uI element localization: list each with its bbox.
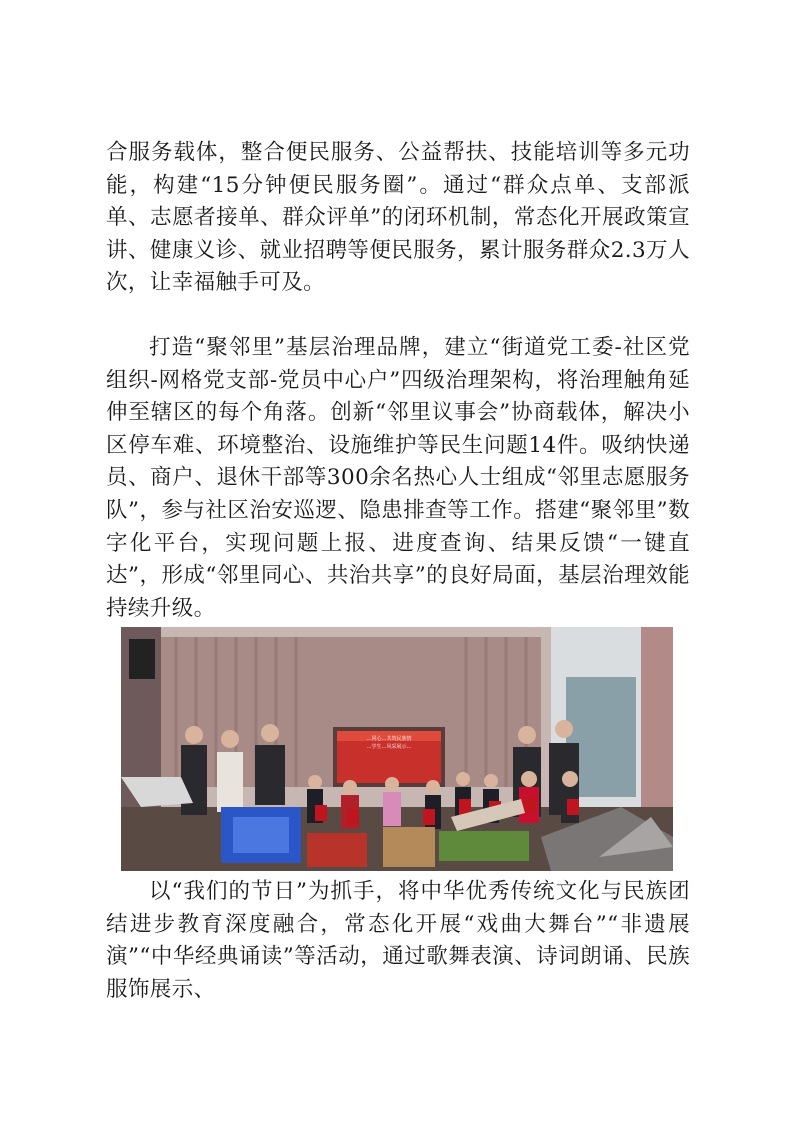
screen-line-1: …同心…共筑民族情 bbox=[366, 736, 412, 742]
screen-caption bbox=[341, 735, 437, 751]
paragraph-1: 合服务载体，整合便民服务、公益帮扶、技能培训等多元功能，构建“15分钟便民服务圈”。通过“群众点单、支部派单、志愿者接单、群众评单”的闭环机制，常态化开展政策宣讲、健康义诊、就业招聘等便民服务，累计服务群众2.3万人次，让幸福触手可及。 bbox=[106, 140, 690, 296]
paragraph-2: 打造“聚邻里”基层治理品牌，建立“街道党工委-社区党组织-网格党支部-党员中心户”四级治理架构，将治理触角延伸至辖区的每个角落。创新“邻里议事会”协商载体，解决小区停车难、环境整治、设施维护等民生问题14件。吸纳快递员、商户、退休干部等300余名热心人士组成“邻里志愿服务队”，参与社区治安巡逻、隐患排查等工作。搭建“聚邻里”数字化平台，实现问题上报、进度查询、结果反馈“一键直达”，形成“邻里同心、共治共享”的良好局面，基层治理效能持续升级。 bbox=[106, 335, 690, 621]
paragraph-3: 以“我们的节日”为抓手，将中华优秀传统文化与民族团结进步教育深度融合，常态化开展“戏曲大舞台”“非遗展演”“中华经典诵读”等活动，通过歌舞表演、诗词朗诵、民族服饰展示、 bbox=[106, 879, 690, 1002]
screen-line-2: …学生…风采展示… bbox=[366, 744, 412, 750]
activity-photo bbox=[121, 627, 673, 871]
